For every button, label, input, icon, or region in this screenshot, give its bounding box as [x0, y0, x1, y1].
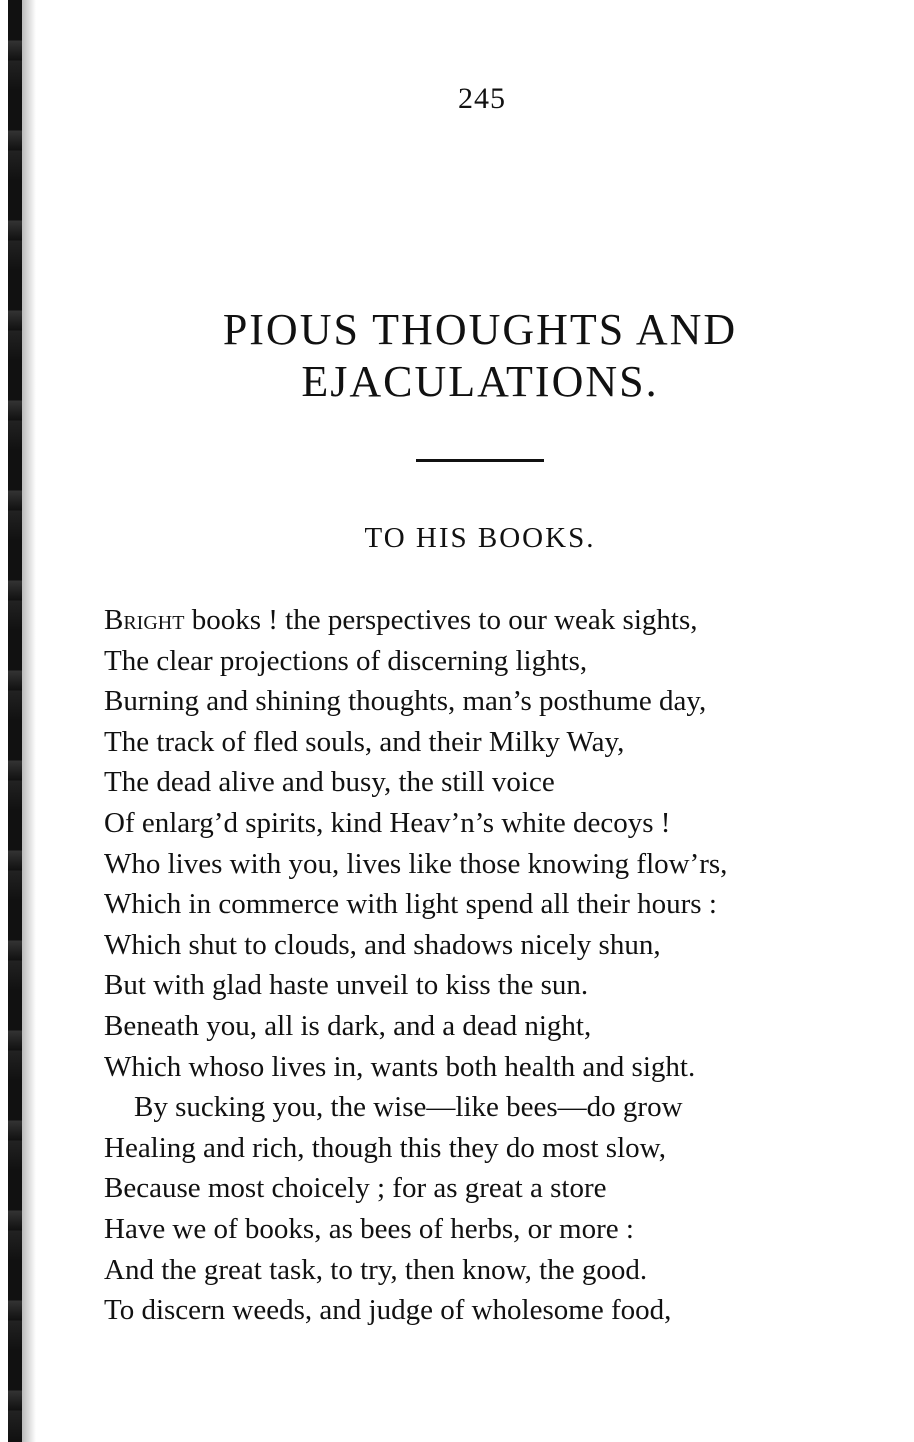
poem-line-15: Because most choicely ; for as great a store: [104, 1172, 607, 1205]
poem-line-10: But with glad haste unveil to kiss the sun.: [104, 969, 589, 1002]
poem-line-13: By sucking you, the wise—like bees—do grow: [134, 1091, 683, 1124]
poem-line-18: To discern weeds, and judge of wholesome food,: [104, 1294, 672, 1327]
poem-line-1: [104, 600, 864, 641]
poem-line-14: Healing and rich, though this they do most slow,: [104, 1131, 666, 1164]
poem-line-8: Which in commerce with light spend all their hours :: [104, 888, 717, 921]
poem-line-12: Which whoso lives in, wants both health and sight.: [104, 1050, 696, 1083]
binding-shadow: [22, 0, 36, 1442]
poem-line-2: The clear projections of discerning lights,: [104, 644, 588, 677]
section-title-line-2: EJACULATIONS.: [301, 357, 659, 406]
poem-line-3: Burning and shining thoughts, man’s posthume day,: [104, 685, 707, 718]
poem-line-7: Who lives with you, lives like those knowing flow’rs,: [104, 847, 728, 880]
poem-line-11: Beneath you, all is dark, and a dead night,: [104, 1009, 592, 1042]
poem-title: TO HIS BOOKS.: [364, 522, 596, 554]
poem-line-5: The dead alive and busy, the still voice: [104, 766, 555, 799]
poem-line-4: The track of fled souls, and their Milky Way,: [104, 725, 625, 758]
page-number: 245: [458, 82, 506, 115]
section-title: [140, 304, 820, 408]
poem-line-6: Of enlarg’d spirits, kind Heav’n’s white decoys !: [104, 806, 671, 839]
poem-line-1-text: books ! the perspectives to our weak sights,: [184, 604, 698, 636]
binding-edge: [8, 0, 22, 1442]
title-divider-rule: [416, 459, 544, 462]
poem-body: [104, 600, 864, 1331]
poem-line-9: Which shut to clouds, and shadows nicely shun,: [104, 928, 661, 961]
section-title-line-1: PIOUS THOUGHTS AND: [222, 305, 738, 354]
poem-line-16: Have we of books, as bees of herbs, or more :: [104, 1212, 634, 1245]
poem-first-word: Bright: [104, 604, 185, 636]
poem-line-17: And the great task, to try, then know, the good.: [104, 1253, 648, 1286]
